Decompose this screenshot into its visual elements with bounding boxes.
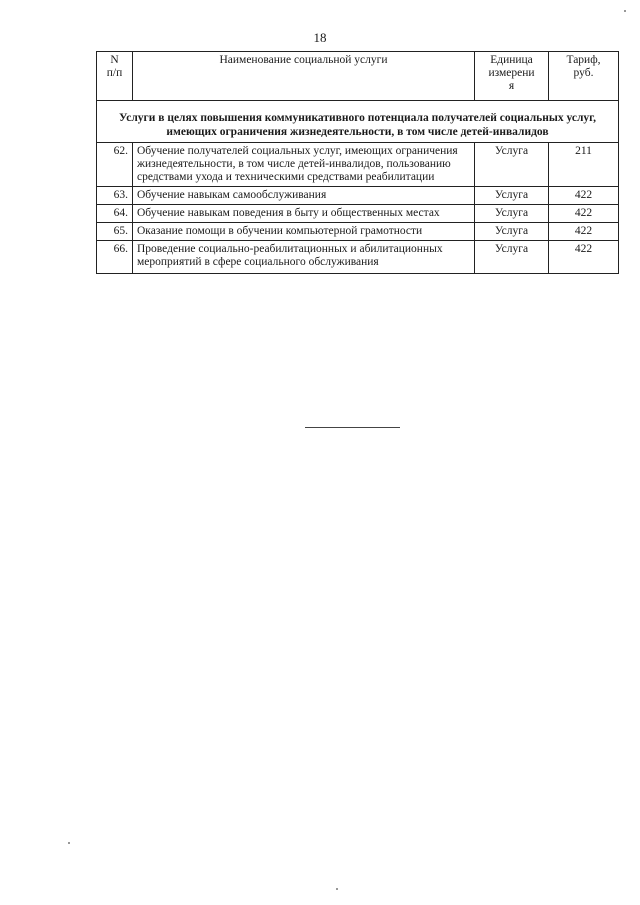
header-service-name-label: Наименование социальной услуги bbox=[219, 54, 388, 66]
table-row bbox=[97, 205, 619, 223]
tariff-value: 422 bbox=[549, 187, 619, 205]
row-number: 65. bbox=[97, 223, 133, 241]
scan-speck bbox=[624, 10, 626, 12]
separator-line bbox=[305, 427, 400, 428]
row-number: 63. bbox=[97, 187, 133, 205]
service-name: Обучение получателей социальных услуг, имеющих ограничения жизнедеятельности, в том числе детей-инвалидов, пользованию средствами ухода и техническими средствами реабилитации bbox=[133, 143, 475, 187]
row-number: 62. bbox=[97, 143, 133, 187]
header-tariff-label: Тариф, руб. bbox=[566, 54, 601, 79]
scan-speck bbox=[336, 888, 338, 890]
page-number: 18 bbox=[313, 30, 327, 45]
row-number: 64. bbox=[97, 205, 133, 223]
service-name: Обучение навыкам самообслуживания bbox=[133, 187, 475, 205]
header-service-name bbox=[133, 52, 475, 101]
section-row bbox=[97, 101, 619, 143]
header-tariff bbox=[549, 52, 619, 101]
unit-value: Услуга bbox=[475, 187, 549, 205]
tariff-value: 422 bbox=[549, 205, 619, 223]
unit-value: Услуга bbox=[475, 143, 549, 187]
service-name: Оказание помощи в обучении компьютерной грамотности bbox=[133, 223, 475, 241]
unit-value: Услуга bbox=[475, 205, 549, 223]
header-unit-label: Единица измерени я bbox=[488, 54, 535, 92]
unit-value: Услуга bbox=[475, 241, 549, 274]
services-table bbox=[96, 51, 619, 274]
header-number bbox=[97, 52, 133, 101]
service-name: Проведение социально-реабилитационных и абилитационных мероприятий в сфере социального обслуживания bbox=[133, 241, 475, 274]
table-row bbox=[97, 241, 619, 274]
tariff-value: 211 bbox=[549, 143, 619, 187]
header-unit bbox=[475, 52, 549, 101]
tariff-value: 422 bbox=[549, 241, 619, 274]
scan-speck bbox=[68, 842, 70, 844]
header-row bbox=[97, 52, 619, 101]
header-number-label: N п/п bbox=[106, 54, 123, 79]
table-row bbox=[97, 187, 619, 205]
table-row bbox=[97, 143, 619, 187]
section-title: Услуги в целях повышения коммуникативного потенциала получателей социальных услуг, имеющих ограничения жизнедеятельности, в том числе детей-инвалидов bbox=[97, 101, 619, 143]
unit-value: Услуга bbox=[475, 223, 549, 241]
tariff-value: 422 bbox=[549, 223, 619, 241]
table-row bbox=[97, 223, 619, 241]
row-number: 66. bbox=[97, 241, 133, 274]
service-name: Обучение навыкам поведения в быту и общественных местах bbox=[133, 205, 475, 223]
